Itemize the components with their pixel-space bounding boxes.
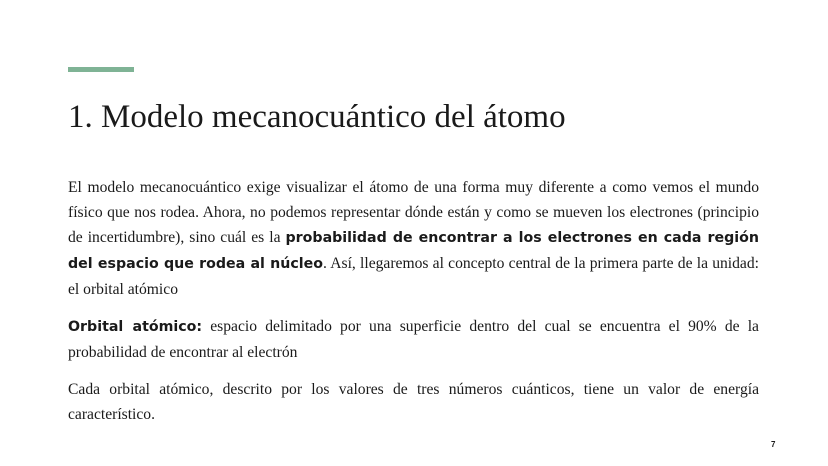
paragraph-definition [68, 314, 759, 365]
slide-title: 1. Modelo mecanocuántico del átomo [68, 99, 566, 135]
intro-text-end: . Así, llegaremos al concepto central de la primera parte de la unidad: el orbital atómico [68, 255, 759, 298]
title-accent-bar [68, 67, 134, 72]
definition-text: espacio delimitado por una superficie dentro del cual se encuentra el 90% de la probabilidad de encontrar al electrón [68, 318, 759, 361]
paragraph-intro [68, 175, 759, 302]
page-number: 7 [771, 440, 776, 449]
paragraph-energy: Cada orbital atómico, descrito por los valores de tres números cuánticos, tiene un valor de energía característico. [68, 381, 759, 423]
intro-emphasis: probabilidad de encontrar a los electrones en cada región del espacio que rodea al núcleo [68, 230, 760, 272]
intro-text-start: El modelo mecanocuántico exige visualizar el átomo de una forma muy diferente a como vemos el mundo físico que nos rodea. Ahora, no podemos representar dónde están y como se mueven los electrones (principio de incertidumbre), sino cuál es la [68, 179, 759, 246]
definition-term: Orbital atómico: [68, 319, 203, 335]
slide-body [68, 175, 759, 439]
